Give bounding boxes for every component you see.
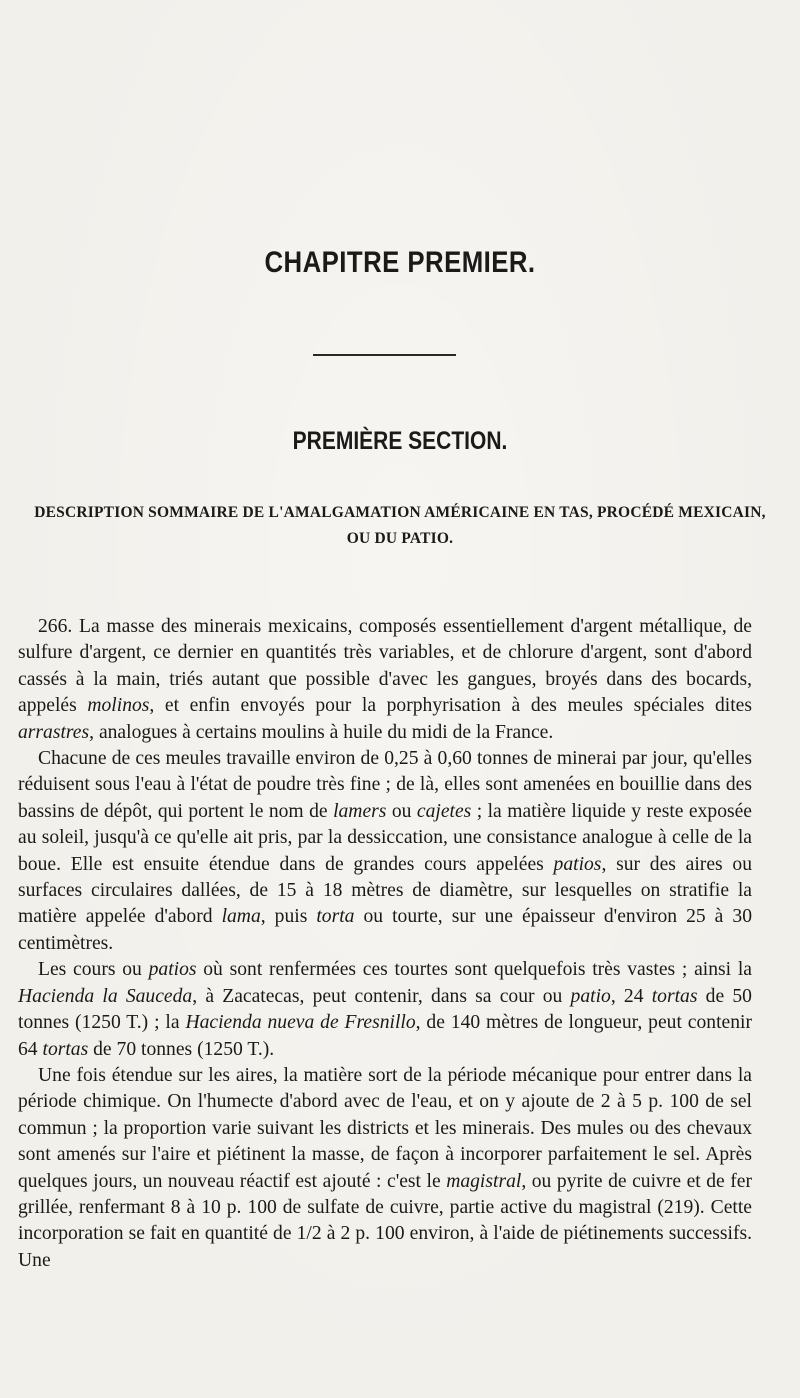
text-run: , ou pyrite de cuivre et de fer grillée, renfermant 8 à 10 p. 100 de sulfate de cuivre, partie active du magistral (219). Cette incorporation se fait en quantité de 1/2 à 2 p. 100 environ, à l'aide de piétinements successifs. Une bbox=[18, 1170, 752, 1271]
text-run: , puis bbox=[260, 906, 317, 928]
italic-term: torta bbox=[316, 906, 355, 928]
italic-term: patios bbox=[148, 959, 197, 981]
paragraph bbox=[18, 746, 752, 957]
text-run: ou tourte, sur une épaisseur d'environ 25 à 30 centimètres. bbox=[18, 906, 752, 954]
italic-term: Hacienda nueva de Fresnillo bbox=[185, 1012, 416, 1034]
italic-term: molinos bbox=[87, 695, 150, 717]
section-subtitle bbox=[12, 500, 788, 552]
text-run: où sont renfermées ces tourtes sont quelquefois très vastes ; ainsi la bbox=[196, 959, 752, 981]
chapter-title: CHAPITRE PREMIER. bbox=[264, 246, 536, 279]
text-run: , sur des aires ou surfaces circulaires dallées, de 15 à 18 mètres de diamètre, sur lesquelles on stratifie la matière appelée d'abord bbox=[18, 853, 753, 928]
italic-term: lama bbox=[221, 906, 261, 928]
italic-term: tortas bbox=[42, 1038, 89, 1060]
text-run: , à Zacatecas, peut contenir, dans sa cour ou bbox=[192, 985, 571, 1007]
paragraph bbox=[18, 1063, 752, 1274]
italic-term: arrastres bbox=[18, 721, 90, 743]
italic-term: tortas bbox=[651, 985, 698, 1007]
italic-term: patio bbox=[570, 985, 611, 1007]
text-run: , et enfin envoyés pour la porphyrisation à des meules spéciales dites bbox=[149, 695, 752, 717]
text-run: , analogues à certains moulins à huile du midi de la France. bbox=[89, 721, 554, 743]
text-run: de 70 tonnes (1250 T.). bbox=[88, 1038, 275, 1060]
paragraph bbox=[18, 614, 752, 746]
text-run: de 50 tonnes (1250 T.) ; la bbox=[18, 985, 752, 1034]
italic-term: cajetes bbox=[416, 800, 472, 822]
text-run: ou bbox=[386, 800, 417, 822]
italic-term: patios bbox=[553, 853, 602, 875]
section-title: PREMIÈRE SECTION. bbox=[292, 427, 508, 455]
paragraph bbox=[18, 957, 752, 1063]
text-run: , de 140 mètres de longueur, peut contenir 64 bbox=[18, 1012, 752, 1060]
text-run: , 24 bbox=[610, 985, 652, 1007]
italic-term: lamers bbox=[333, 800, 387, 822]
italic-term: Hacienda la Sauceda bbox=[18, 985, 193, 1007]
text-run: 266. La masse des minerais mexicains, composés essentiellement d'argent métallique, de sulfure d'argent, ce dernier en quantités très variables, et de chlorure d'argent, sont d'abord cassés à la main, triés autant que possible d'avec les gangues, broyés dans des bocards, appelés bbox=[18, 616, 752, 717]
divider-rule bbox=[313, 354, 456, 356]
italic-term: magistral bbox=[446, 1170, 522, 1192]
text-run: Les cours ou bbox=[38, 959, 149, 981]
text-run: Chacune de ces meules travaille environ de 0,25 à 0,60 tonnes de minerai par jour, qu'elles réduisent sous l'eau à l'état de poudre très fine ; de là, elles sont amenées en bouillie dans des bassins de dépôt, qui portent le nom de bbox=[18, 748, 752, 822]
text-run: Une fois étendue sur les aires, la matière sort de la période mécanique pour entrer dans la période chimique. On l'humecte d'abord avec de l'eau, et on y ajoute de 2 à 5 p. 100 de sel commun ; la proportion varie suivant les districts et les minerais. Des mules ou des chevaux sont amenés sur l'aire et piétinent la masse, de façon à incorporer parfaitement le sel. Après quelques jours, un nouveau réactif est ajouté : c'est le bbox=[18, 1064, 752, 1192]
text-run: ; la matière liquide y reste exposée au soleil, jusqu'à ce qu'elle ait pris, par la dessiccation, une consistance analogue à celle de la boue. Elle est ensuite étendue dans de grandes cours appelées bbox=[18, 800, 753, 875]
subtitle-line-2: OU DU PATIO. bbox=[346, 530, 454, 547]
subtitle-line-1: DESCRIPTION SOMMAIRE DE L'AMALGAMATION AMÉRICAINE EN TAS, PROCÉDÉ MEXICAIN, bbox=[34, 504, 766, 521]
body-text bbox=[18, 614, 752, 1274]
